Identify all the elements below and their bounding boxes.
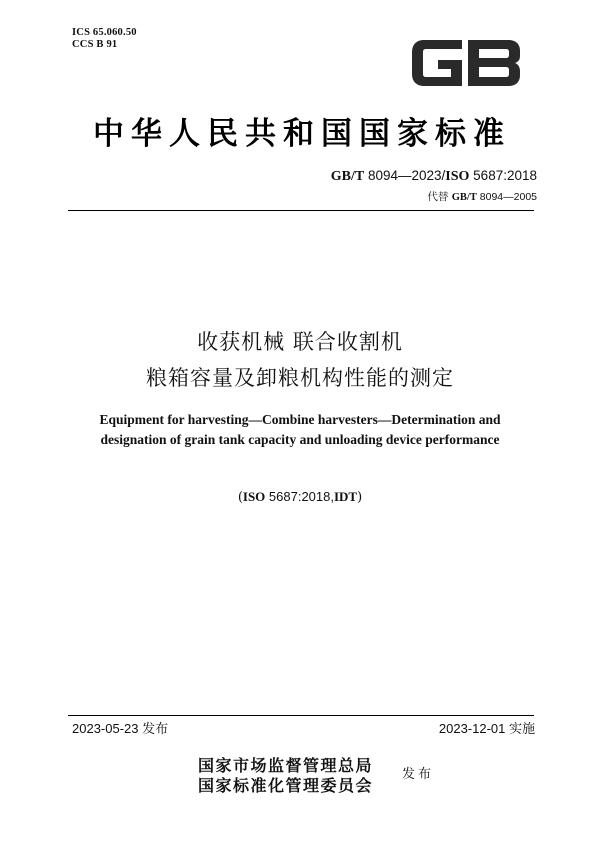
top-divider [68, 210, 534, 211]
equivalence-iso-number: 5687:2018, [265, 489, 334, 504]
equivalence-degree: IDT [333, 489, 358, 504]
equivalence-close-paren: ) [357, 490, 363, 505]
english-title-line-1: Equipment for harvesting—Combine harvesters—Determination and [99, 412, 501, 427]
iso-code: ISO [445, 169, 470, 184]
replaces-note [427, 189, 537, 204]
replaces-code: GB/T [451, 192, 477, 203]
ics-code: ICS 65.060.50 [72, 27, 137, 38]
issue-date: 2023-05-23 发布 [72, 721, 169, 736]
standard-number-value: 8094—2023/ [364, 168, 446, 183]
gb-logo-letter-g [412, 40, 462, 86]
classification-codes [72, 27, 137, 51]
national-standard-title: 中华人民共和国国家标准 [93, 116, 511, 152]
standard-number [331, 168, 537, 185]
gb-logo [408, 34, 524, 92]
replaces-label: 代替 [427, 191, 452, 203]
iso-equivalence [0, 489, 600, 505]
issuer-line-1: 国家市场监督管理总局 [198, 756, 374, 775]
iso-number-value: 5687:2018 [469, 168, 537, 183]
equivalence-iso-code: ISO [242, 489, 266, 504]
english-title-line-2: designation of grain tank capacity and unloading device performance [100, 432, 500, 447]
ccs-code: CCS B 91 [72, 39, 118, 50]
equivalence-open-paren: ( [237, 490, 243, 505]
bottom-divider [68, 715, 534, 716]
standard-number-code: GB/T [330, 169, 365, 184]
chinese-title-line-1: 收获机械 联合收割机 [197, 330, 403, 354]
implementation-date: 2023-12-01 实施 [438, 721, 535, 736]
issuer-line-2: 国家标准化管理委员会 [198, 776, 374, 795]
chinese-title-line-2: 粮箱容量及卸粮机构性能的测定 [146, 366, 454, 390]
gb-logo-letter-b [468, 40, 520, 86]
issue-action: 发布 [402, 767, 435, 782]
replaces-number: 8094—2005 [476, 191, 537, 203]
